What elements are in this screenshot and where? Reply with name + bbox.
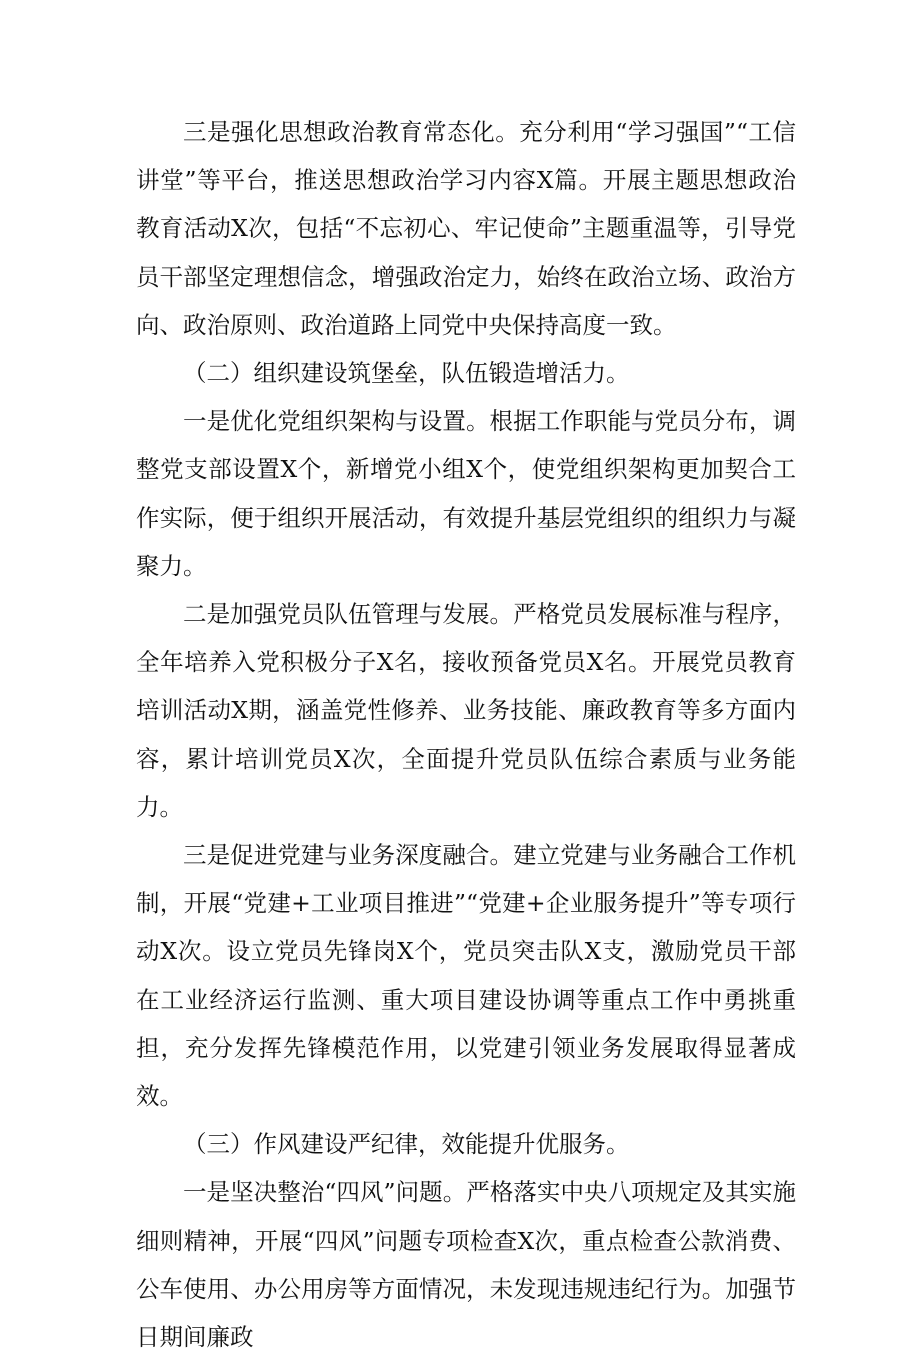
paragraph-member-management: 二是加强党员队伍管理与发展。严格党员发展标准与程序，全年培养入党积极分子X名，接收预备党员X名。开展党员教育培训活动X期，涵盖党性修养、业务技能、廉政教育等多方面内容，累计培训党员X次，全面提升党员队伍综合素质与业务能力。: [136, 600, 796, 821]
document-body: [136, 108, 796, 1361]
paragraph-ideological-education: 三是强化思想政治教育常态化。充分利用“学习强国”“工信讲堂”等平台，推送思想政治学习内容X篇。开展主题思想政治教育活动X次，包括“不忘初心、牢记使命”主题重温等，引导党员干部坚定理想信念，增强政治定力，始终在政治立场、政治方向、政治原则、政治道路上同党中央保持高度一致。: [136, 118, 796, 339]
paragraph-four-winds: 一是坚决整治“四风”问题。严格落实中央八项规定及其实施细则精神，开展“四风”问题专项检查X次，重点检查公款消费、公车使用、办公用房等方面情况，未发现违规违纪行为。加强节日期间廉政: [136, 1178, 796, 1352]
section-heading-work-style: （三）作风建设严纪律，效能提升优服务。: [183, 1130, 630, 1159]
paragraph-party-business-integration: 三是促进党建与业务深度融合。建立党建与业务融合工作机制，开展“党建+工业项目推进”“党建+企业服务提升”等专项行动X次。设立党员先锋岗X个，党员突击队X支，激励党员干部在工业经济运行监测、重大项目建设协调等重点工作中勇挑重担，充分发挥先锋模范作用，以党建引领业务发展取得显著成效。: [136, 841, 796, 1111]
paragraph-party-structure: 一是优化党组织架构与设置。根据工作职能与党员分布，调整党支部设置X个，新增党小组X个，使党组织架构更加契合工作实际，便于组织开展活动，有效提升基层党组织的组织力与凝聚力。: [136, 407, 796, 580]
section-heading-organization: （二）组织建设筑堡垒，队伍锻造增活力。: [183, 359, 630, 388]
